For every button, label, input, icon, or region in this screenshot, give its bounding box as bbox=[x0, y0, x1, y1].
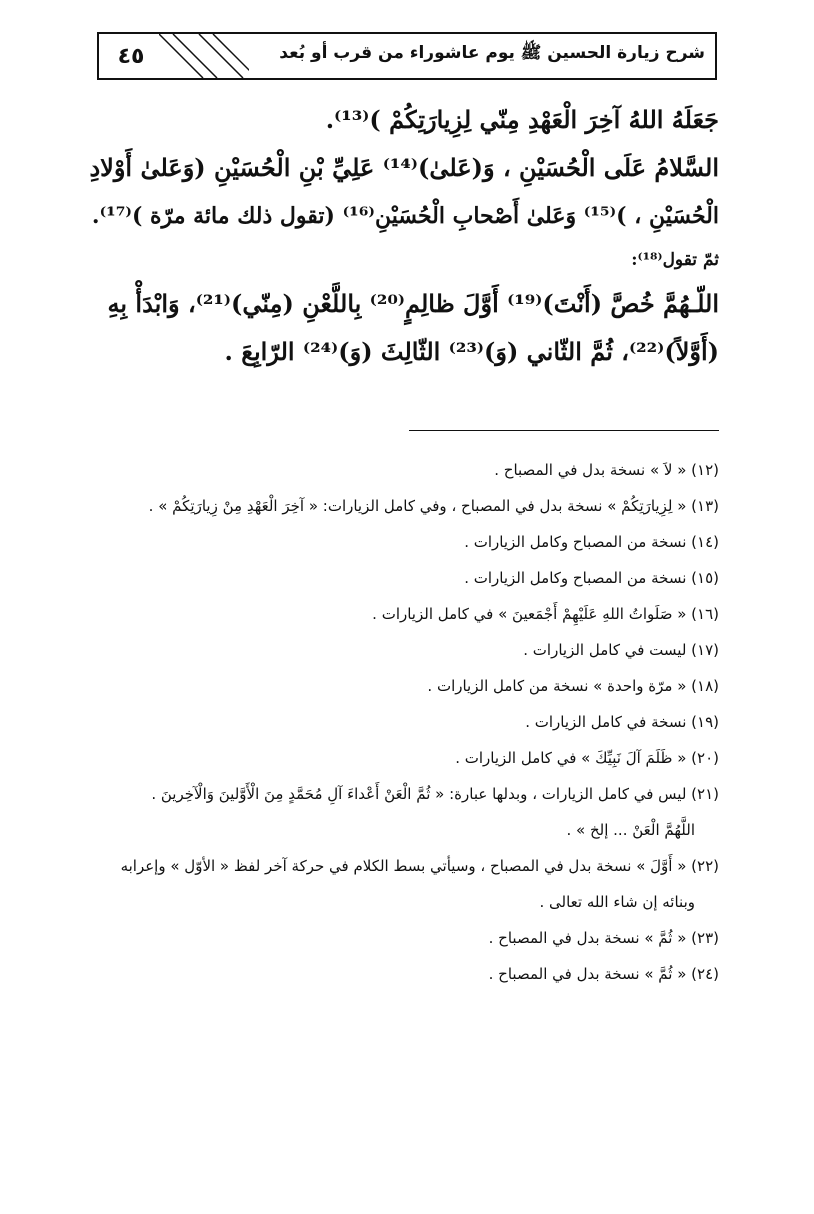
footnote: (٢٤) « ثُمَّ » نسخة بدل في المصباح . bbox=[488, 965, 719, 983]
footnote-separator bbox=[409, 430, 719, 431]
main-line: السَّلامُ عَلَى الْحُسَيْنِ ، وَ(عَلىٰ)⁽¹⁴⁾ عَلِيِّ بْنِ الْحُسَيْنِ (وَعَلىٰ أَوْلادِ bbox=[89, 153, 719, 182]
footnote: (١٤) نسخة من المصباح وكامل الزيارات . bbox=[464, 533, 719, 551]
main-line: (أَوَّلاً)⁽²²⁾، ثُمَّ الثّاني (وَ)⁽²³⁾ الثّالِثَ (وَ)⁽²⁴⁾ الرّابِعَ . bbox=[224, 337, 719, 366]
footnote: (٢٣) « ثُمَّ » نسخة بدل في المصباح . bbox=[488, 929, 719, 947]
footnotes bbox=[92, 452, 719, 992]
footnote: (٢٠) « ظَلَمَ آلَ نَبِيِّكَ » في كامل الزيارات . bbox=[455, 749, 719, 767]
footnote: (١٦) « صَلَواتُ اللهِ عَلَيْهِمْ أَجْمَعينَ » في كامل الزيارات . bbox=[372, 605, 719, 623]
page-header bbox=[97, 32, 717, 80]
footnote: (١٧) ليست في كامل الزيارات . bbox=[523, 641, 719, 659]
footnote: (١٩) نسخة في كامل الزيارات . bbox=[525, 713, 719, 731]
main-text bbox=[89, 96, 719, 376]
footnote: (٢٢) « أَوَّلَ » نسخة بدل في المصباح ، وسيأتي بسط الكلام في حركة آخر لفظ « الأوّل » وإعرابه bbox=[120, 857, 719, 875]
footnote: (٢١) ليس في كامل الزيارات ، وبدلها عبارة: « ثُمَّ الْعَنْ أَعْداءَ آلِ مُحَمَّدٍ مِنَ الْأَوَّلينَ وَالْآخِرينَ . bbox=[151, 785, 719, 803]
header-title: شرح زيارة الحسين ﷺ يوم عاشوراء من قرب أو بُعد bbox=[279, 43, 705, 63]
main-line: اللّـهُمَّ خُصَّ (أَنْتَ)⁽¹⁹⁾ أَوَّلَ ظالِمٍ⁽²⁰⁾ بِاللَّعْنِ (مِنّي)⁽²¹⁾، وَابْدَأْ بِهِ bbox=[107, 289, 719, 318]
main-line: الْحُسَيْنِ ، )⁽¹⁵⁾ وَعَلىٰ أَصْحابِ الْحُسَيْنِ⁽¹⁶⁾ (تقول ذلك مائة مرّة )⁽¹⁷⁾. bbox=[91, 203, 719, 229]
page-number: ٤٥ bbox=[117, 43, 145, 69]
footnote: (١٣) « لِزِيارَتِكُمْ » نسخة بدل في المصباح ، وفي كامل الزيارات: « آخِرَ الْعَهْدِ مِنْ زِيارَتِكُمْ » . bbox=[148, 497, 719, 515]
footnote-continuation: اللَّهُمَّ الْعَنْ ... إلخ » . bbox=[566, 821, 695, 839]
header-ornament bbox=[159, 34, 249, 78]
main-line: جَعَلَهُ اللهُ آخِرَ الْعَهْدِ مِنّي لِزِيارَتِكُمْ )⁽¹³⁾. bbox=[325, 105, 719, 134]
footnote-continuation: وبنائه إن شاء الله تعالى . bbox=[539, 893, 695, 911]
footnote: (١٨) « مرّة واحدة » نسخة من كامل الزيارات . bbox=[427, 677, 719, 695]
footnote: (١٢) « لاَ » نسخة بدل في المصباح . bbox=[494, 461, 719, 479]
footnote: (١٥) نسخة من المصباح وكامل الزيارات . bbox=[464, 569, 719, 587]
main-line: ثمّ تقول⁽¹⁸⁾: bbox=[631, 250, 719, 270]
